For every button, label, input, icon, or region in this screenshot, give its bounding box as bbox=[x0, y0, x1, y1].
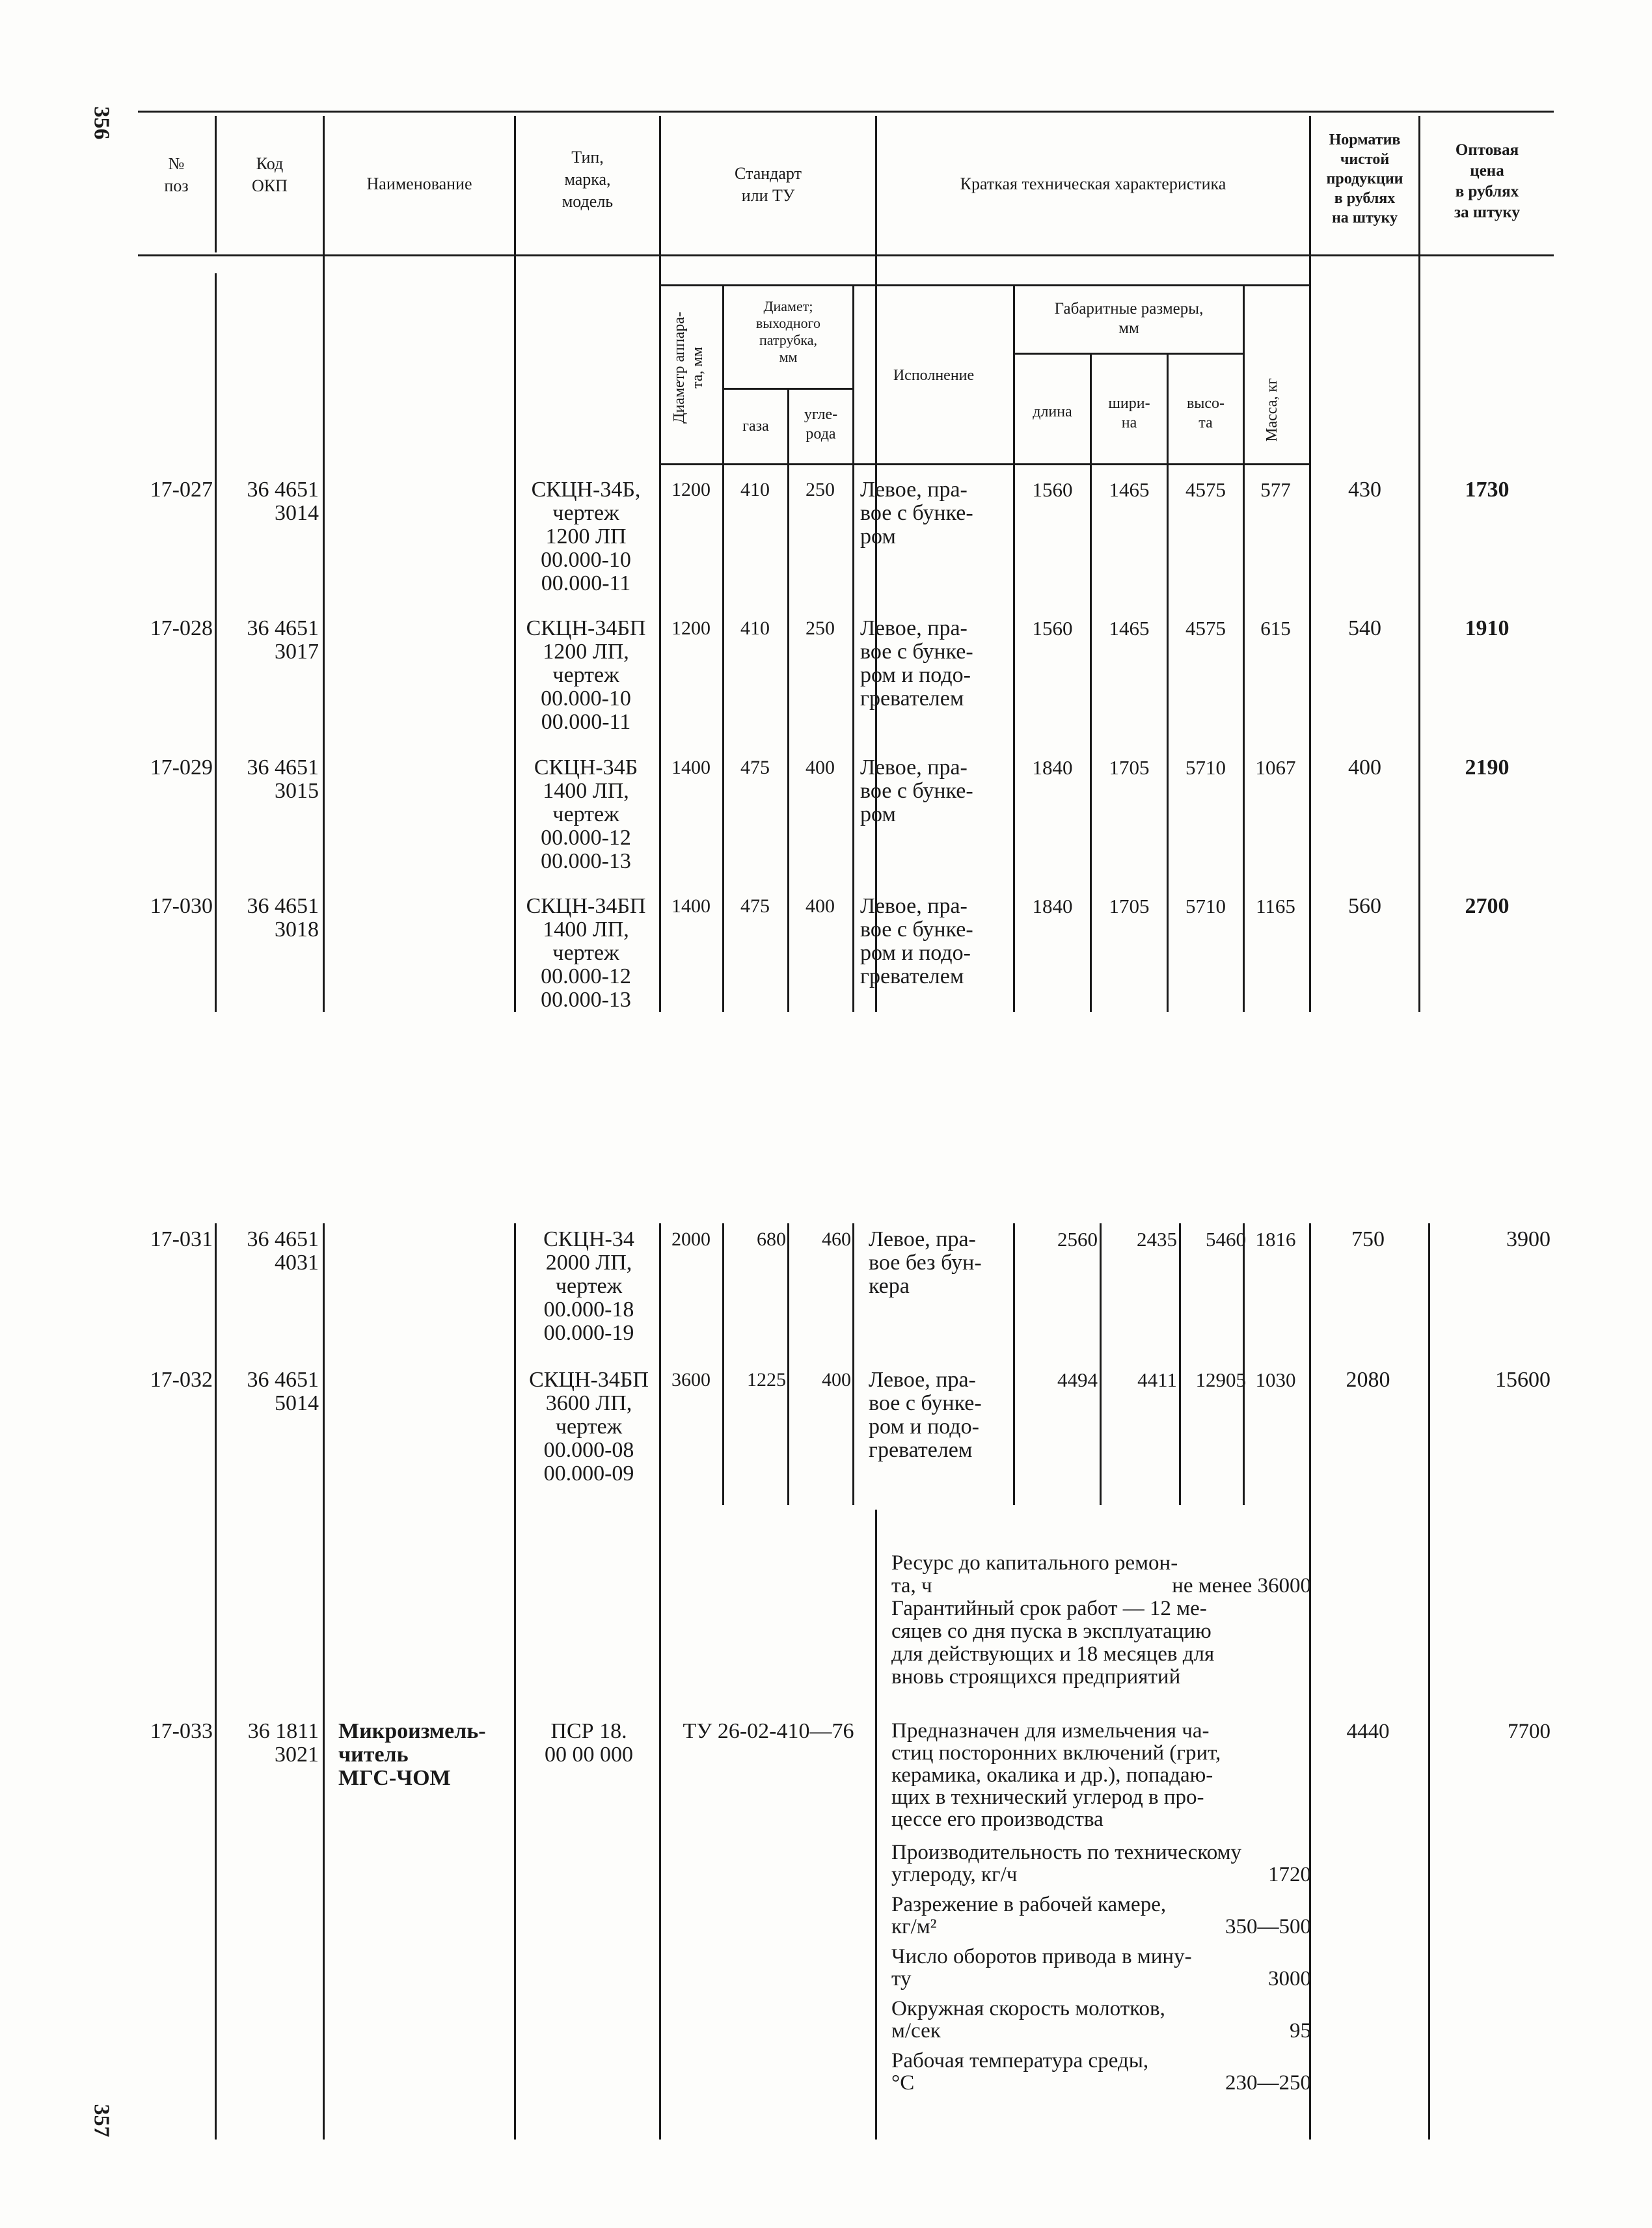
col-rule bbox=[215, 1223, 217, 2140]
row-cell-exec: Левое, пра- вое с бунке- ром bbox=[860, 755, 973, 826]
row-cell-d: 1200 bbox=[671, 618, 711, 639]
row-cell-type: СКЦН-34 2000 ЛП, чертеж 00.000-18 00.000-19 bbox=[543, 1227, 634, 1345]
row-cell-len: 4494 bbox=[1057, 1368, 1098, 1391]
row-cell-gas: 680 bbox=[757, 1229, 786, 1250]
row-cell-exec: Левое, пра- вое с бунке- ром и подо- гревателем bbox=[869, 1368, 982, 1462]
col-rule bbox=[852, 1223, 854, 1505]
row-cell-mass: 1030 bbox=[1255, 1368, 1296, 1391]
row-cell-code: 36 4651 4031 bbox=[247, 1227, 319, 1275]
row-cell-gas: 410 bbox=[740, 479, 770, 500]
spec-value: 3000 bbox=[1268, 1967, 1311, 1990]
col-rule bbox=[215, 273, 217, 1012]
row-cell-mass: 1816 bbox=[1255, 1228, 1296, 1251]
subheader-gas: газа bbox=[742, 418, 769, 435]
spec-value: 1720 bbox=[1268, 1863, 1311, 1886]
row-cell-pos: 17-031 bbox=[150, 1227, 213, 1251]
row-033-pos: 17-033 bbox=[150, 1719, 213, 1743]
row-cell-code: 36 4651 5014 bbox=[247, 1368, 319, 1415]
subheader-dims-rule bbox=[1015, 353, 1243, 355]
spec-unit: м/сек bbox=[891, 2019, 941, 2043]
row-cell-wid: 2435 bbox=[1137, 1228, 1177, 1251]
row-033-specs bbox=[891, 1841, 1311, 2102]
row-cell-code: 36 4651 3017 bbox=[247, 616, 319, 664]
subheader-carbon: угле- рода bbox=[804, 406, 838, 442]
row-cell-price: 2190 bbox=[1465, 755, 1510, 780]
row-cell-code: 36 4651 3014 bbox=[247, 478, 319, 525]
row-cell-pos: 17-027 bbox=[150, 478, 213, 502]
resource-note-text: вновь строящихся предприятий bbox=[891, 1665, 1181, 1689]
header-name: Наименование bbox=[366, 174, 472, 193]
row-033-code: 36 1811 3021 bbox=[247, 1719, 319, 1767]
subheader-outlet-rule bbox=[724, 388, 854, 390]
row-cell-pos: 17-032 bbox=[150, 1368, 213, 1392]
row-cell-d: 1200 bbox=[671, 479, 711, 500]
resource-note-line bbox=[891, 1552, 1311, 1575]
resource-note-line bbox=[891, 1575, 1311, 1597]
row-cell-mass: 577 bbox=[1260, 478, 1291, 501]
col-rule bbox=[852, 284, 854, 1012]
row-cell-type: СКЦН-34БП 1200 ЛП, чертеж 00.000-10 00.000-11 bbox=[526, 616, 646, 734]
row-cell-carbon: 250 bbox=[806, 618, 835, 639]
header-top-rule bbox=[138, 111, 1554, 113]
row-cell-exec: Левое, пра- вое без бун- кера bbox=[869, 1227, 982, 1298]
spec-label: Окружная скорость молотков, bbox=[891, 1997, 1165, 2020]
header-pos: № поз bbox=[164, 154, 189, 195]
row-cell-pos: 17-028 bbox=[150, 616, 213, 640]
row-cell-price: 1910 bbox=[1465, 616, 1510, 640]
col-rule bbox=[1179, 1223, 1181, 1505]
row-cell-norm: 750 bbox=[1351, 1227, 1385, 1251]
spec-value: 350—500 bbox=[1225, 1915, 1311, 1938]
row-cell-price: 2700 bbox=[1465, 894, 1510, 918]
row-cell-len: 2560 bbox=[1057, 1228, 1098, 1251]
row-cell-mass: 1165 bbox=[1256, 895, 1295, 917]
row-cell-carbon: 400 bbox=[806, 895, 835, 917]
row-cell-code: 36 4651 3018 bbox=[247, 894, 319, 942]
spec-unit: °С bbox=[891, 2071, 915, 2095]
spec-item bbox=[891, 1894, 1311, 1938]
col-rule bbox=[1013, 1223, 1015, 1505]
row-033-price: 7700 bbox=[1508, 1720, 1550, 1743]
resource-note-line bbox=[891, 1597, 1311, 1620]
spec-item bbox=[891, 1946, 1311, 1990]
row-cell-gas: 410 bbox=[740, 618, 770, 639]
row-cell-type: СКЦН-34БП 3600 ЛП, чертеж 00.000-08 00.000-09 bbox=[529, 1368, 649, 1486]
row-cell-wid: 1705 bbox=[1109, 756, 1150, 779]
row-cell-wid: 1705 bbox=[1109, 895, 1150, 917]
row-cell-hei: 4575 bbox=[1185, 478, 1226, 501]
spec-label: Число оборотов привода в мину- bbox=[891, 1945, 1192, 1968]
row-cell-d: 1400 bbox=[671, 757, 711, 778]
row-cell-hei: 5710 bbox=[1185, 895, 1226, 917]
row-cell-type: СКЦН-34Б 1400 ЛП, чертеж 00.000-12 00.000-13 bbox=[534, 755, 638, 873]
spec-line bbox=[891, 1864, 1311, 1886]
row-cell-len: 1560 bbox=[1032, 478, 1073, 501]
subheader-height: высо- та bbox=[1186, 395, 1225, 431]
spec-item bbox=[891, 1998, 1311, 2042]
spec-value: 95 bbox=[1290, 2019, 1311, 2043]
row-cell-exec: Левое, пра- вое с бунке- ром и подо- гревателем bbox=[860, 616, 973, 711]
header-price: Оптовая цена в рублях за штуку bbox=[1454, 141, 1520, 221]
row-033-norm: 4440 bbox=[1346, 1720, 1390, 1743]
spec-line bbox=[891, 1916, 1311, 1938]
col-rule bbox=[659, 1223, 661, 2140]
resource-note-text: та, ч bbox=[891, 1574, 932, 1597]
spec-unit: кг/м² bbox=[891, 1915, 937, 1938]
row-cell-len: 1560 bbox=[1032, 617, 1073, 640]
row-cell-mass: 1067 bbox=[1255, 756, 1296, 779]
row-cell-norm: 400 bbox=[1348, 755, 1381, 780]
col-rule bbox=[1428, 1223, 1430, 2140]
subheader-top-rule bbox=[661, 284, 1309, 286]
row-033-standard: ТУ 26-02-410—76 bbox=[683, 1719, 854, 1743]
col-rule bbox=[1243, 1223, 1245, 1505]
resource-note-line bbox=[891, 1666, 1311, 1689]
row-cell-price: 3900 bbox=[1506, 1227, 1550, 1251]
subheader-outlet: Диамет; выходного патрубка, мм bbox=[755, 298, 821, 365]
subheader-execution: Исполнение bbox=[893, 367, 975, 384]
row-cell-exec: Левое, пра- вое с бунке- ром и подо- гревателем bbox=[860, 894, 973, 988]
spec-line bbox=[891, 2020, 1311, 2042]
col-rule bbox=[875, 1510, 877, 2140]
col-rule bbox=[323, 1223, 325, 2140]
resource-note-text: сяцев со дня пуска в эксплуатацию bbox=[891, 1620, 1212, 1643]
col-rule bbox=[1418, 116, 1420, 1012]
subheader-length: длина bbox=[1033, 403, 1072, 420]
header-tech: Краткая техническая характеристика bbox=[960, 174, 1226, 193]
header-bottom-rule bbox=[138, 254, 1554, 256]
spec-label: Рабочая температура среды, bbox=[891, 2049, 1149, 2072]
col-rule bbox=[323, 116, 325, 1012]
col-rule bbox=[722, 1223, 724, 1505]
row-cell-norm: 560 bbox=[1348, 894, 1381, 918]
row-cell-type: СКЦН-34БП 1400 ЛП, чертеж 00.000-12 00.000-13 bbox=[526, 894, 646, 1012]
row-cell-price: 15600 bbox=[1495, 1368, 1550, 1392]
row-cell-wid: 1465 bbox=[1109, 617, 1150, 640]
col-rule bbox=[1100, 1223, 1102, 1505]
spec-line bbox=[891, 1968, 1311, 1990]
row-033-type: ПСР 18. 00 00 000 bbox=[545, 1719, 633, 1767]
row-cell-type: СКЦН-34Б, чертеж 1200 ЛП 00.000-10 00.000-11 bbox=[531, 478, 641, 595]
subheader-dims: Габаритные размеры, мм bbox=[1054, 300, 1204, 337]
page-number-top: 356 bbox=[89, 106, 114, 140]
row-cell-hei: 4575 bbox=[1185, 617, 1226, 640]
row-cell-carbon: 460 bbox=[822, 1229, 851, 1250]
spec-label: Разрежение в рабочей камере, bbox=[891, 1893, 1167, 1916]
col-rule bbox=[875, 116, 877, 1012]
subheader-diameter: Диаметр аппара- та, мм bbox=[671, 312, 706, 424]
resource-note-text: Ресурс до капитального ремон- bbox=[891, 1551, 1178, 1575]
col-rule bbox=[514, 1223, 516, 2140]
subheader-bottom-rule bbox=[661, 463, 1309, 465]
spec-item bbox=[891, 1841, 1311, 1886]
row-033-name: Микроизмель- читель МГС-ЧОМ bbox=[338, 1719, 486, 1790]
subheader-width: шири- на bbox=[1108, 395, 1150, 431]
col-rule bbox=[659, 116, 661, 1012]
header-normative: Норматив чистой продукции в рублях на штуку bbox=[1326, 131, 1403, 226]
row-cell-norm: 540 bbox=[1348, 616, 1381, 640]
row-cell-norm: 2080 bbox=[1346, 1368, 1390, 1392]
row-cell-pos: 17-029 bbox=[150, 755, 213, 780]
row-cell-hei: 12905 bbox=[1195, 1368, 1246, 1391]
row-033-description: Предназначен для измельчения ча- стиц посторонних включений (грит, керамика, окалика и др.), попадаю- щих в технический углерод в про- цессе его производства bbox=[891, 1719, 1221, 1831]
resource-note-text: для действующих и 18 месяцев для bbox=[891, 1642, 1215, 1666]
col-rule bbox=[787, 1223, 789, 1505]
header-code: Код ОКП bbox=[252, 154, 288, 195]
spec-unit: ту bbox=[891, 1967, 912, 1990]
row-cell-gas: 475 bbox=[740, 757, 770, 778]
row-cell-price: 1730 bbox=[1465, 478, 1510, 502]
resource-note-text: Гарантийный срок работ — 12 ме- bbox=[891, 1597, 1207, 1620]
row-cell-mass: 615 bbox=[1260, 617, 1291, 640]
row-cell-gas: 1225 bbox=[747, 1369, 786, 1391]
spec-item bbox=[891, 2050, 1311, 2094]
page-number-bottom: 357 bbox=[89, 2104, 114, 2138]
header-standard: Стандарт или ТУ bbox=[735, 164, 802, 205]
row-cell-exec: Левое, пра- вое с бунке- ром bbox=[860, 478, 973, 549]
row-cell-wid: 4411 bbox=[1137, 1368, 1177, 1391]
spec-unit: углероду, кг/ч bbox=[891, 1863, 1018, 1886]
row-cell-code: 36 4651 3015 bbox=[247, 755, 319, 803]
resource-note bbox=[891, 1552, 1311, 1689]
header-type: Тип, марка, модель bbox=[562, 148, 614, 211]
row-cell-hei: 5710 bbox=[1185, 756, 1226, 779]
spec-label: Производительность по техническому bbox=[891, 1841, 1242, 1864]
row-cell-d: 1400 bbox=[671, 895, 711, 917]
row-cell-carbon: 400 bbox=[822, 1369, 851, 1391]
row-cell-d: 2000 bbox=[671, 1229, 711, 1250]
row-cell-len: 1840 bbox=[1032, 895, 1073, 917]
row-cell-wid: 1465 bbox=[1109, 478, 1150, 501]
row-cell-pos: 17-030 bbox=[150, 894, 213, 918]
spec-value: 230—250 bbox=[1225, 2071, 1311, 2095]
resource-note-value: не менее 36000 bbox=[1172, 1574, 1311, 1597]
resource-note-line bbox=[891, 1643, 1311, 1666]
row-cell-gas: 475 bbox=[740, 895, 770, 917]
subheader-mass: Масса, кг bbox=[1264, 378, 1280, 442]
col-rule bbox=[1309, 116, 1311, 1012]
row-cell-carbon: 400 bbox=[806, 757, 835, 778]
resource-note-line bbox=[891, 1620, 1311, 1643]
row-cell-carbon: 250 bbox=[806, 479, 835, 500]
row-cell-norm: 430 bbox=[1348, 478, 1381, 502]
row-cell-d: 3600 bbox=[671, 1369, 711, 1391]
spec-line bbox=[891, 2072, 1311, 2094]
row-cell-hei: 5460 bbox=[1206, 1228, 1246, 1251]
row-cell-len: 1840 bbox=[1032, 756, 1073, 779]
